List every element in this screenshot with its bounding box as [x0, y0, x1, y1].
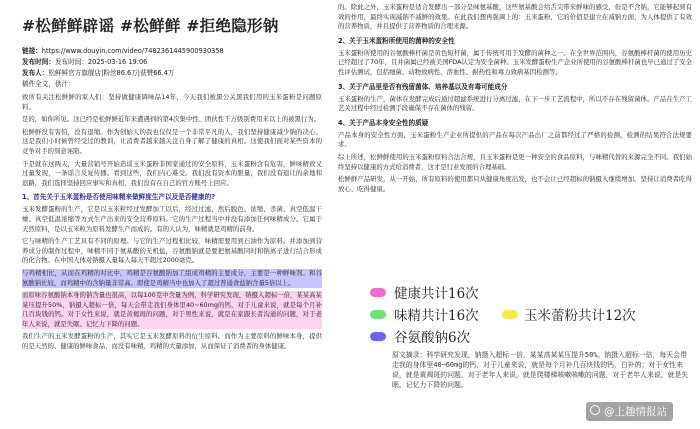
right-section-4-body: 产品本身的安全性方面，玉米蛋粉生产企业所提供的产品在每次产品出厂之前都经过了严格的检测，检测的结果符合法规要求。 [338, 130, 692, 149]
word-count-legend [388, 282, 700, 346]
meta-label-link: 链接： [22, 47, 42, 55]
meta-link [22, 46, 322, 57]
right-section-heading-4: 4、关于产品本身安全性的质疑 [338, 118, 429, 127]
quote-excerpt: 原文摘录：科学研究发现，钠摄入超标一倍，某某高某某压提升50%。钠摄入超标一倍，每天会带走我的身体里40~60mg的钙，对于儿童来说，就是每个月补几百块钱的钙，白补的；对于女性来说，就是黄褐斑的问题，对于老年人来说，就是爬楼梯咳嗽咳嗽的问题，对于老年人来说，就是失眠、记忆力下降的问题。 [392, 351, 689, 389]
watermark [586, 402, 673, 421]
legend-swatch-health [370, 288, 386, 297]
meta-fulltext-note: 稿件全文，供汁： [22, 80, 75, 88]
meta-label-time: 发布时间： [22, 58, 55, 66]
right-conclusion: 综上所述，松鲜鲜使用的玉米蛋粉原料合法合规，且玉米蛋粉是更一种安全的食品原料，与味精代替的来源完全不同。我们始终坚持以健康的方式给消费者，这才是行业发展的合理基础。 [338, 152, 692, 171]
left-section-1-para-4: 而原味谷氨酸钠本身的钠含量也很高，以每100克中含量为例，科学研究发现，钠摄入超标一倍，某某高某某压提升50%，钠摄入超标一倍，每天会带走我们身体里40~60mg的钙，对于儿童来说，就是每个月补几百块钱的钙。对于女性来说，就是黄褐斑的问题，对于男性来说，就是在家跟长者沟通的问题，对于老年人来说，就是失眠、记忆力下降的问题。 [22, 291, 322, 328]
article-title: #松鲜鲜辟谣 #松鲜鲜 #拒绝隐形钠 [22, 17, 279, 35]
left-paragraph-3: 松鲜鲜没有害怕，没有退缩。作为创始人的我也仅仅是一个非常平凡的人，我们坚持健康减少钠的决心。这是我们小时候曾经受过的教训，让消费者越来越关注自身了解了健康的真相。这使我们面对某些资本的竞争对手的刻意诬陷。 [22, 127, 322, 155]
right-section-3-body: 玉米蛋粉的生产，菌体在发酵完成后通过超滤系统进行分离过滤，在下一步工艺流程中，所以不存在残留菌体。产品在生产工艺关过程中经过检测手段确保不存在菌体的残留。 [338, 94, 692, 113]
article-left-column [0, 0, 330, 429]
left-section-1-para-1: 玉米发酵蛋粉的生产，它是以玉米粒经过发酵加工以后，经过过滤、然后脱色、浓缩、杀菌、真空低温干燥、真空低温浓缩等方式生产出来的安全营养原料。它的生产过程当中并没有添加任何味精成分。它属于天然原料，是以玉米粒为原料发酵生产而成的。有的人认为，味精就是鸡精的前身。 [22, 205, 322, 233]
meta-label-publisher: 发布人： [22, 69, 49, 77]
legend-corn: 玉米蕾粉共计12次 [524, 308, 636, 324]
meta-publish-time [22, 57, 322, 68]
left-section-1-para-5: 我们生产的玉米发酵蛋粉的生产，其实它是玉米发酵原料的衍生原料。而作为主要原料的鲜味本身，提供的是天然的、健康的鲜味食品，而没有味精、鸡精的大量添加，从而保证了消费者的身体健康。 [22, 332, 322, 351]
left-section-heading-1: 1、首先关于玉米蛋粉是否使用味精来做鲜度生产以及是否健康的? [22, 193, 216, 202]
left-section-1-para-3: 与鸡精相比，从而在鸡精的对比中，鸡精是谷氨酸钠加工组成鸡精的主要成分，主要是一种鲜味剂。和谷氨酸钠比较，而鸡精中的含钠量非常高。即使是鸡精当中也加入了超过普通食盐钠含量5倍以上。 [22, 268, 322, 287]
meta-publisher-value: 松鲜鲜官方旗舰店|粉丝86.6万|获赞66.4万 [48, 69, 175, 77]
left-paragraph-1: 致所有关注松鲜鲜的家人们：坚持做健康调味品14年，今天我们被黑公关黑我们用的玉米蛋粉是问题原料。 [22, 93, 322, 111]
left-paragraph-4: 于是就在这两天，大量营销号开始造谣玉米蛋粉非国家通过的安全原料，玉米蛋粉含有危害，鲜味精致又过量发现，一条谣言反复传播。看到这些，我们内心难受。我们没有资本的胆量，我们没有退让的余地和退路，我们选择坚持回应事实和真相，我们没有在自己的官方账号上回应。 [22, 159, 322, 187]
right-closing: 松鲜鲜产品研发，从一开始，所有原料的使用都只从健康角度出发，也不会让已经超标的钠摄入继续增加。坚持让消费者吃得放心、吃得健康。 [338, 175, 692, 193]
right-section-heading-3: 3、关于产品里是否有残留菌体、培养基以及有毒可能成分 [338, 82, 508, 91]
legend-glutamate: 谷氨酸钠6次 [394, 330, 471, 346]
right-section-heading-2: 2、关于玉米蛋粉所使用的菌种的安全性 [338, 36, 455, 45]
meta-link-value[interactable]: https://www.douyin.com/video/7482361445900930358 [41, 47, 224, 55]
legend-swatch-corn [502, 310, 518, 319]
right-paragraph-1: 的。除此之外，玉米蛋粉是适合发酵出一部分呈味氨基酸，这些氨基酸会给舌尖带来鲜味的感受，但是不含钠，它能够起到有效的作用，最终实现减钠不减鲜的效果。在此我们想再强调上的：玉米蛋粉，它的价值是建立在减钠方面，为人体提供了有效的营养物质，并且提供了营养物质的合理来源。 [338, 3, 692, 31]
right-section-2-body: 玉米蛋粉所使用的谷氨酸棒杆菌是黄色短杆菌，属于传统可用于发酵的菌种之一。在全世界范围内，谷氨酸棒杆菌的使用历史已经超过了70年，且并菌属已经被美国FDA认定为安全菌种。玉米发酵蛋粉生产企业所使用的谷氨酸棒杆菌也早已通过了安全性评估测试，包括细菌、动物致病性、溶血性、耐药性和毒力致病基因检测等。 [338, 48, 692, 76]
meta-time-value: 发布时间：2025-03-16 19:06 [54, 58, 148, 66]
meta-publisher [22, 68, 322, 79]
left-section-1-para-2: 它与味精的生产工艺具有不同的原理。与它的生产过程相比较，味精需要用到石油作为原料。并添加到营养成分的制作过程中，味精不同于氨基酸的无机盐，谷氨酸钠就是要把氨基酸同时和钠离子进行结合形成的化合物。在中国人体对钠摄入量每人每天不超过2000毫克。 [22, 237, 322, 265]
legend-swatch-glutamate [370, 332, 386, 341]
left-paragraph-2: 是的，如你所见。这已经是松鲜鲜近年来遭遇到的第4次集中性、团伙性千万级别费用来以上的被黑行为。 [22, 115, 321, 124]
legend-health: 健康共计16次 [394, 286, 479, 302]
watermark-text: @上趣情报站 [604, 406, 667, 418]
watermark-logo-icon [590, 405, 600, 415]
legend-swatch-msg [370, 310, 386, 319]
legend-msg: 味精共计16次 [394, 308, 479, 324]
